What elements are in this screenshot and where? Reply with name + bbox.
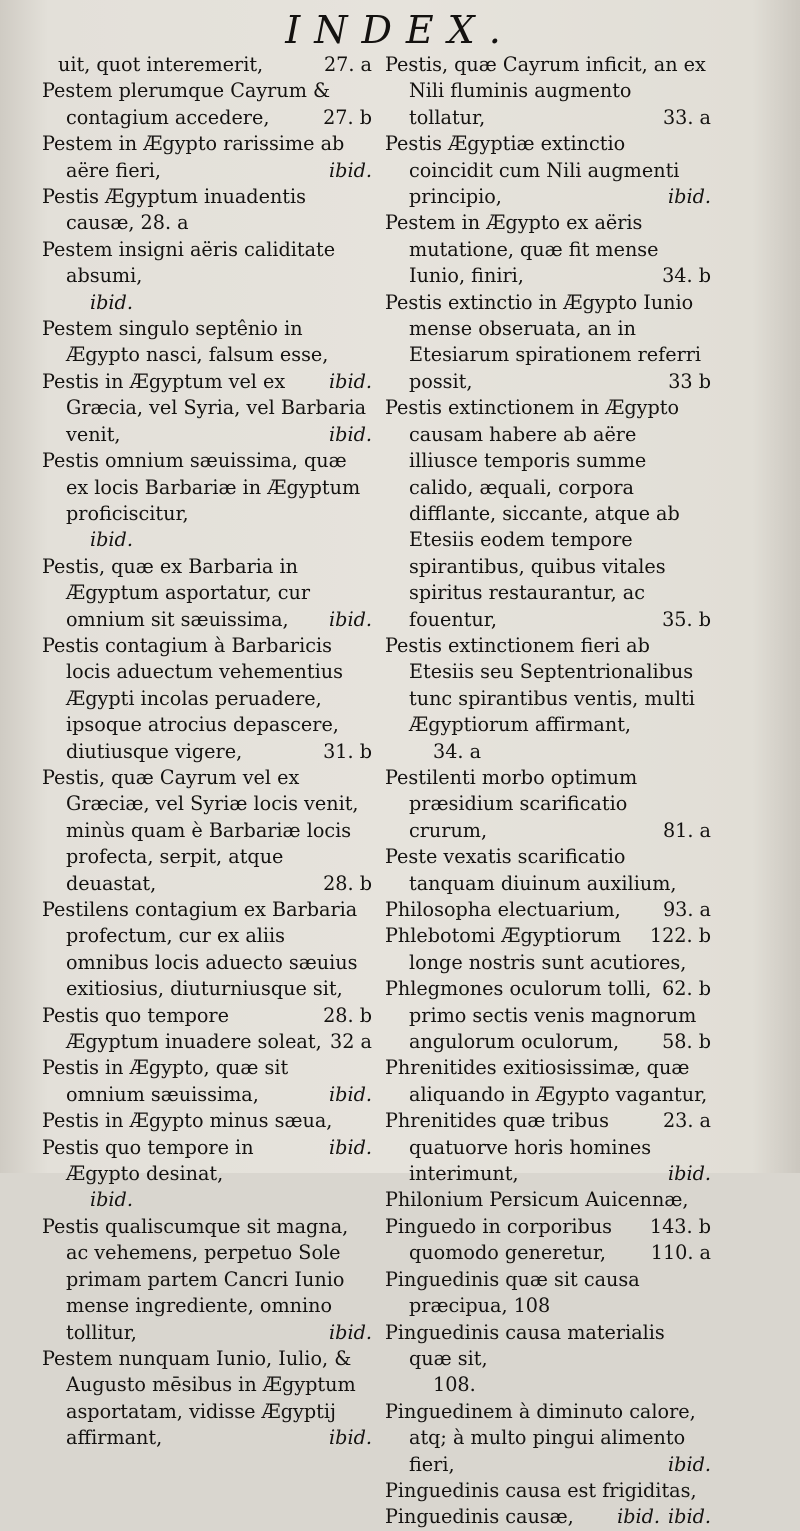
page-reference: ibid. xyxy=(329,1320,372,1344)
page-reference: ibid. xyxy=(668,1505,711,1529)
index-entry: Pestis extinctionem fieri ab Etesiis seu Septentrionalibus tunc spirantibus ventis, multi Ægyptiorum affirmant, 34. a xyxy=(385,633,711,765)
page-reference: 27. b xyxy=(323,105,372,129)
index-entry: Pestem in Ægypto rarissime ab aëre fieri, ibid. xyxy=(42,131,372,184)
index-entry: Phrenitides exitiosissimæ, quæ aliquando in Ægypto vagantur, 23. a xyxy=(385,1055,711,1108)
page-reference: 108. xyxy=(433,1373,476,1397)
index-entry: Pestis quo tempore Ægyptum inuadere soleat, 32 a xyxy=(42,1003,372,1056)
page-reference: 143. b xyxy=(649,1214,711,1238)
index-entry: Pestis in Ægypto minus sæua, ibid. xyxy=(42,1108,372,1134)
left-index-column xyxy=(42,52,372,1452)
page-reference: 34. a xyxy=(433,739,482,763)
page-reference: ibid. xyxy=(668,1162,711,1186)
page-reference: ibid. xyxy=(329,1135,372,1159)
page-reference: 27. a xyxy=(323,53,372,76)
index-entry: Philonium Persicum Auicennæ, 143. b xyxy=(385,1187,711,1213)
index-entry: Pestis, quæ Cayrum inficit, an ex Nili fluminis augmento tollatur, 33. a xyxy=(385,52,711,131)
page-reference: ibid. xyxy=(617,1505,661,1529)
page-reference: 33 b xyxy=(668,369,711,393)
page-reference: ibid. xyxy=(329,607,372,631)
page-reference: 28. b xyxy=(323,1003,372,1027)
index-entry: Pinguedinis quæ sit causa præcipua, 108 xyxy=(385,1267,640,1318)
index-entry: Pestilenti morbo optimum præsidium scarificatio crurum, 81. a xyxy=(385,765,711,844)
page-reference: ibid. xyxy=(90,290,133,314)
index-entry: Pinguedinem à diminuto calore, atq; à multo pingui alimento fieri, ibid. xyxy=(385,1399,711,1478)
index-entry: Pestis, quæ ex Barbaria in Ægyptum asportatur, cur omnium sit sæuissima, ibid. xyxy=(42,554,372,633)
index-entry: Peste vexatis scarificatio tanquam diuinum auxilium, 93. a xyxy=(385,844,711,897)
page-reference: 35. b xyxy=(662,607,711,631)
page-reference: 34. b xyxy=(662,264,711,288)
page-reference: 58. b xyxy=(662,1030,711,1054)
page-reference: 93. a xyxy=(662,898,711,921)
page-reference: ibid. xyxy=(668,1452,711,1476)
page-reference: ibid. xyxy=(90,1188,133,1212)
page-reference: 28. a xyxy=(140,211,189,235)
page-reference: 32 a xyxy=(330,1030,372,1054)
page-reference: ibid. xyxy=(329,158,372,182)
page-reference: 23. a xyxy=(662,1109,711,1133)
column-divider xyxy=(376,52,377,1167)
index-entry: Pestis quo tempore in Ægypto desinat, ibid. xyxy=(42,1135,372,1214)
index-entry: Pinguedinis causa est frigiditas, ibid. xyxy=(385,1478,711,1504)
index-entry: Pestis omnium sæuissima, quæ ex locis Barbariæ in Ægyptum proficiscitur, ibid. xyxy=(42,448,372,554)
index-entry: Philosopha electuarium, 122. b xyxy=(385,897,711,923)
index-entry: Phrenitides quæ tribus quatuorve horis homines interimunt, ibid. xyxy=(385,1108,711,1187)
page-reference: 31. b xyxy=(323,739,372,763)
page-reference: 108 xyxy=(513,1294,551,1318)
page-reference: 122. b xyxy=(649,924,711,948)
index-entry: Phlebotomi Ægyptiorum longe nostris sunt acutiores, 62. b xyxy=(385,923,711,976)
index-entry: Pestem nunquam Iunio, Iulio, & Augusto mēsibus in Ægyptum asportatam, vidisse Ægyptij affirmant, ibid. xyxy=(42,1346,372,1452)
index-entry: Pestis in Ægypto, quæ sit omnium sæuissima, ibid. xyxy=(42,1055,372,1108)
index-entry: Pestem in Ægypto ex aëris mutatione, quæ fit mense Iunio, finiri, 34. b xyxy=(385,210,711,289)
page-reference: 110. a xyxy=(650,1241,711,1265)
index-entry: Pinguedo in corporibus quomodo generetur, 110. a xyxy=(385,1214,711,1267)
index-entry: Pestis, quæ Cayrum vel ex Græciæ, vel Syriæ locis venit, minùs quam è Barbariæ locis profecta, serpit, atque deuastat, 28. b xyxy=(42,765,372,897)
index-entry: Pestis contagium à Barbaricis locis aduectum vehementius Ægypti incolas peruadere, ipsoque atrocius depascere, diutiusque vigere, 31. b xyxy=(42,633,372,765)
index-entry: Pestilens contagium ex Barbaria profectum, cur ex aliis omnibus locis aduecto sæuius exitiosius, diuturniusque sit, 28. b xyxy=(42,897,372,1003)
index-entry: Pestis Ægyptum inuadentis causæ, 28. a xyxy=(42,185,306,235)
right-index-column xyxy=(385,52,711,1531)
index-entry: Phlegmones oculorum tolli, primo sectis venis magnorum angulorum oculorum, 58. b xyxy=(385,976,711,1055)
page-reference: 28. b xyxy=(323,871,372,895)
index-entry: Pinguedinis causæ, ibid. xyxy=(385,1504,711,1530)
index-entry: Pestis Ægyptiæ extinctio coincidit cum Nili augmenti principio, ibid. xyxy=(385,131,711,210)
index-entry: Pestem plerumque Cayrum & contagium accedere, 27. b xyxy=(42,78,372,131)
index-entry: Pestem insigni aëris caliditate absumi, ibid. xyxy=(42,237,372,316)
page-reference: 62. b xyxy=(662,977,711,1001)
index-entry: Pestis qualiscumque sit magna, ac vehemens, perpetuo Sole primam partem Cancri Iunio mense ingrediente, omnino tollitur, ibid. xyxy=(42,1214,372,1346)
index-entry: 27. a uit, quot interemerit, xyxy=(42,52,372,78)
page-reference: ibid. xyxy=(329,369,372,393)
page-reference: ibid. xyxy=(329,422,372,446)
page-reference: ibid. xyxy=(329,1426,372,1450)
page-reference: ibid. xyxy=(329,1082,372,1106)
index-entry: Pestem singulo septênio in Ægypto nasci, falsum esse, ibid. xyxy=(42,316,372,369)
page-title: INDEX. xyxy=(285,8,515,52)
page-reference: ibid. xyxy=(668,185,711,209)
index-entry: Pestis in Ægyptum vel ex Græcia, vel Syria, vel Barbaria venit, ibid. xyxy=(42,369,372,448)
index-entry: Pestis extinctionem in Ægypto causam habere ab aëre illiusce temporis summe calido, æquali, corpora difflante, siccante, atque ab Etesiis eodem tempore spirantibus, quibus vitales spiritus restaurantur, ac fouentur, 35. b xyxy=(385,395,711,633)
page-reference: 81. a xyxy=(662,818,711,842)
page-reference: ibid. xyxy=(90,528,133,552)
page-reference: 33. a xyxy=(662,105,711,129)
index-entry: Pinguedinis causa materialis quæ sit, 108. xyxy=(385,1320,711,1399)
index-entry: Pestis extinctio in Ægypto Iunio mense obseruata, an in Etesiarum spirationem referri possit, 33 b xyxy=(385,290,711,396)
